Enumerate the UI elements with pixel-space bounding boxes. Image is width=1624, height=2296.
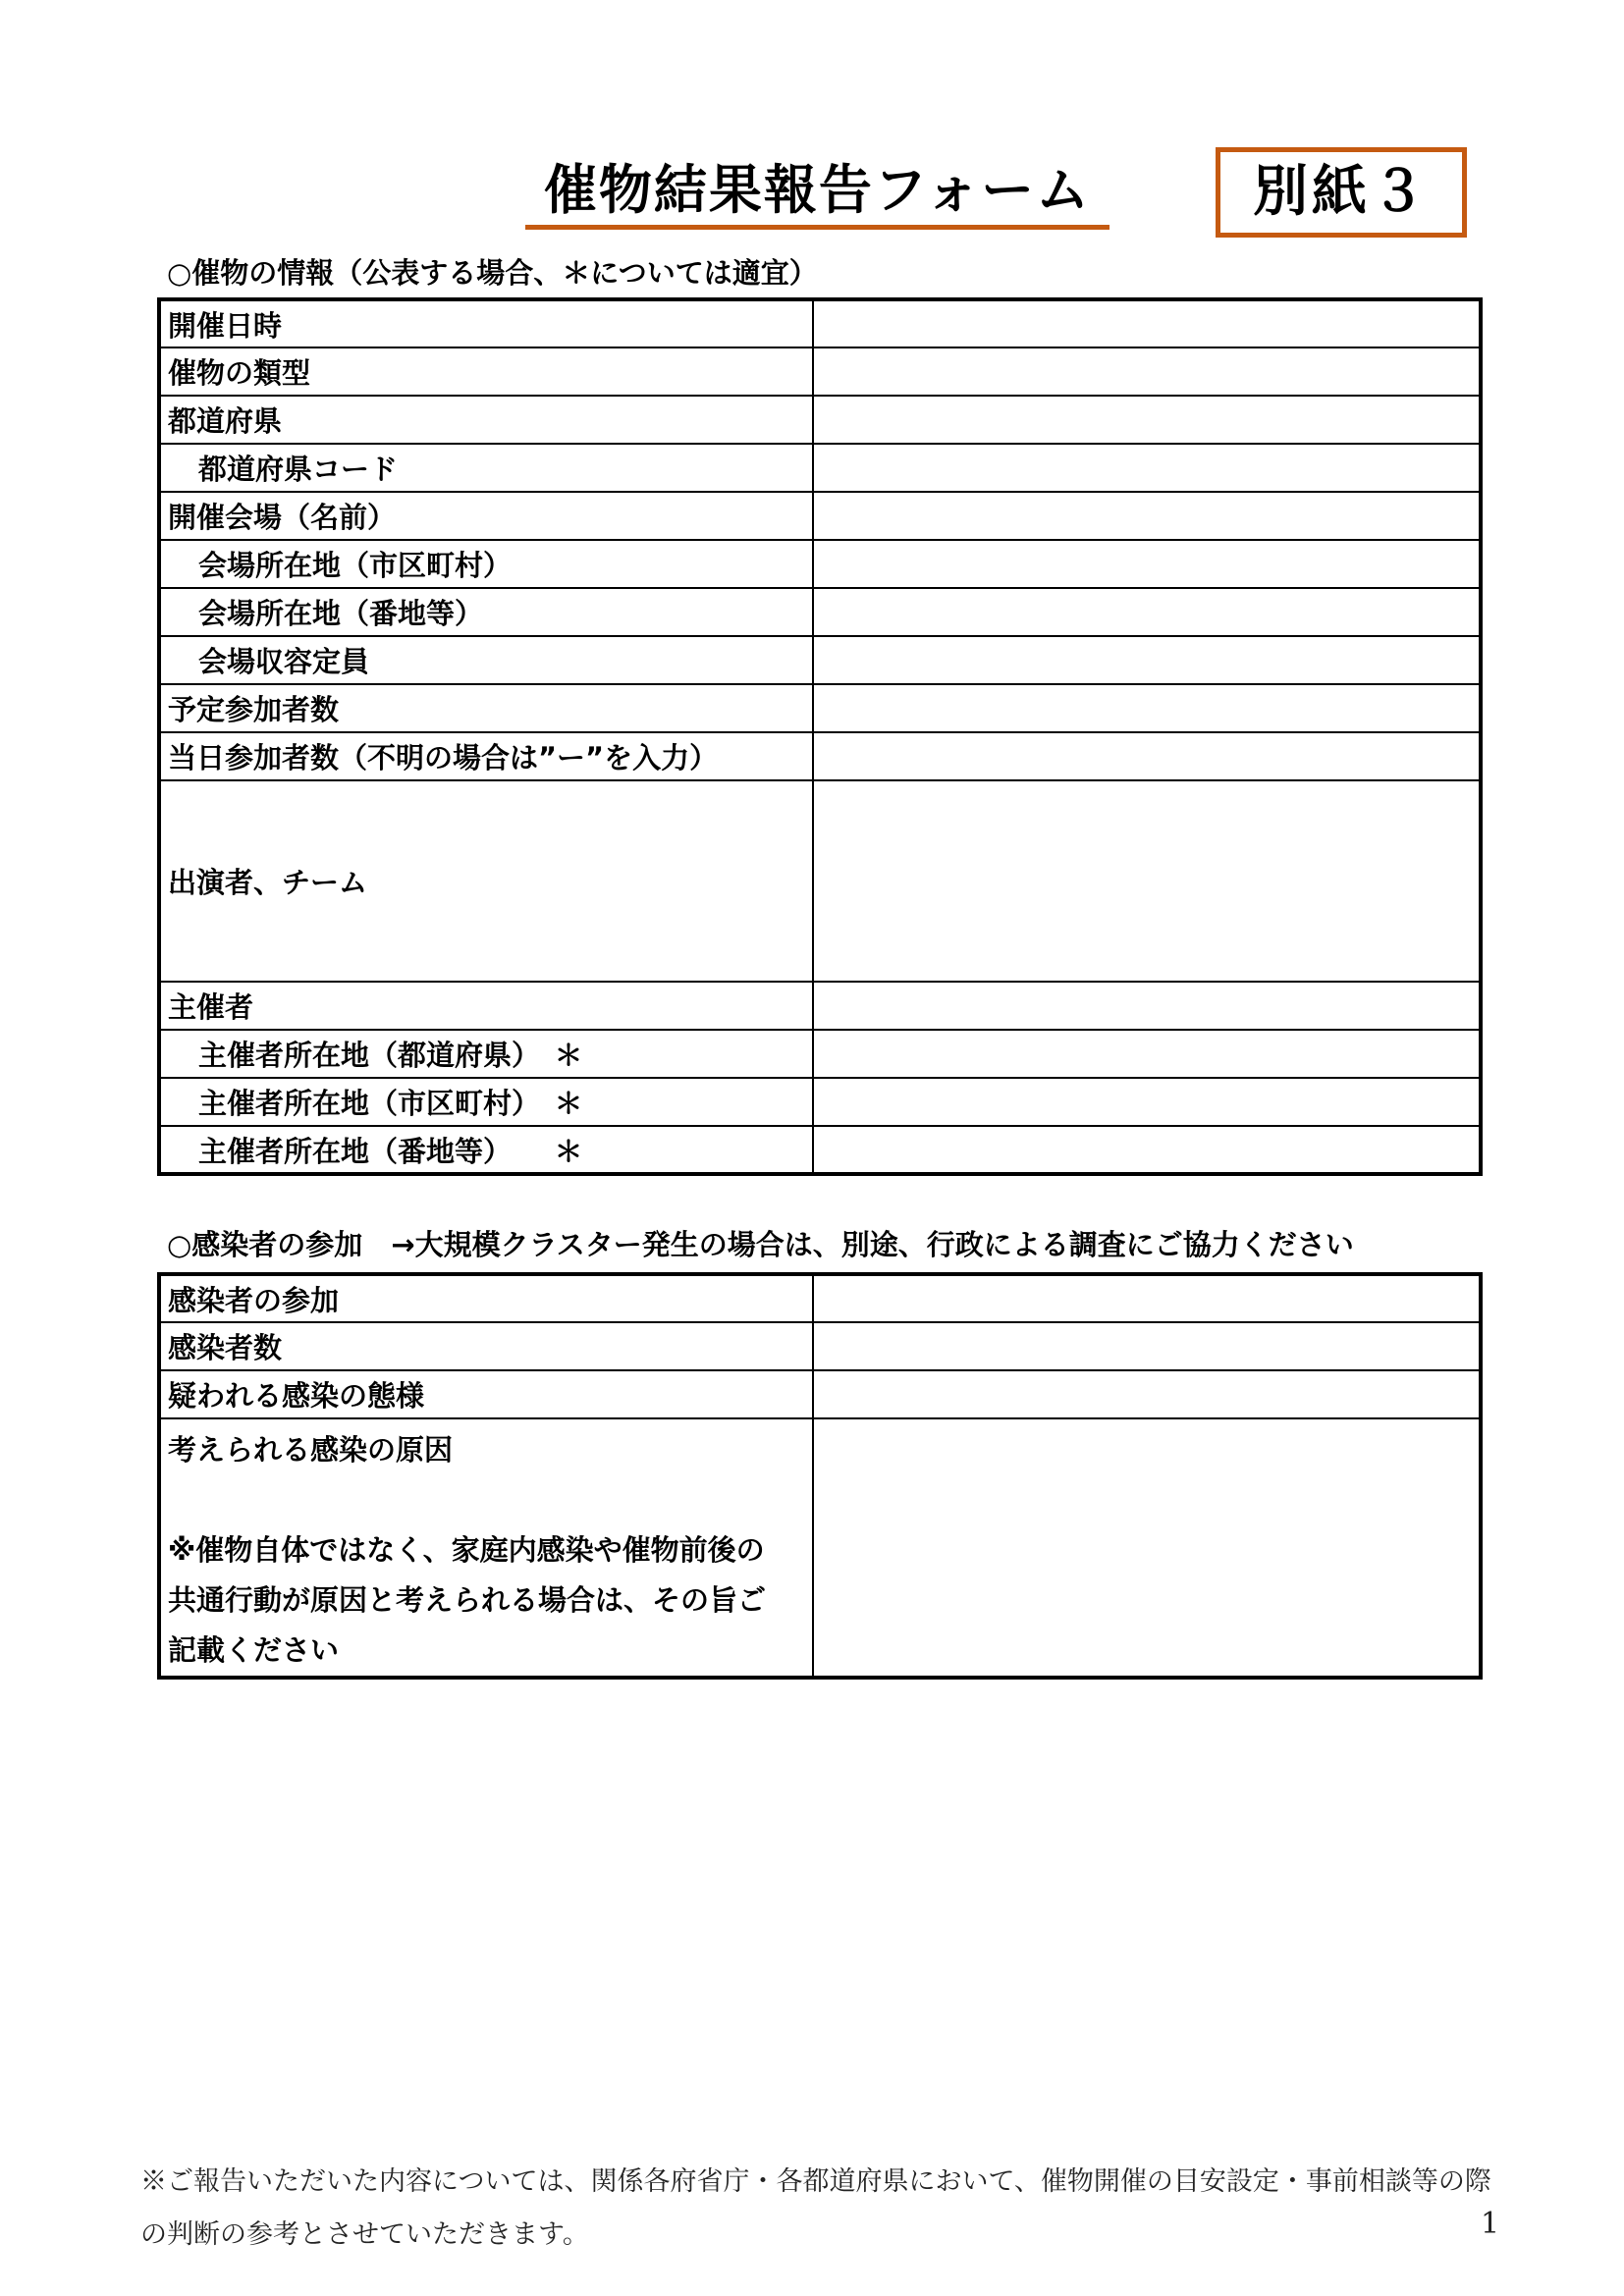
organizer-field[interactable] (813, 982, 1481, 1030)
row-label: 予定参加者数 (159, 684, 813, 732)
table-row (159, 347, 1481, 396)
row-label: 催物の類型 (159, 347, 813, 396)
performers-field[interactable] (813, 780, 1481, 982)
table-row (159, 684, 1481, 732)
row-label: 会場所在地（市区町村） (159, 540, 813, 588)
row-label: 主催者 (159, 982, 813, 1030)
footer-note: ※ご報告いただいた内容については、関係各府省庁・各都道府県において、催物開催の目安設定・事前相談等の際の判断の参考とさせていただきます。 (140, 2166, 1491, 2250)
row-label: 会場収容定員 (159, 636, 813, 684)
row-label: 疑われる感染の態様 (159, 1370, 813, 1418)
table-row (159, 982, 1481, 1030)
actual-attendees-field[interactable] (813, 732, 1481, 780)
table-row (159, 1370, 1481, 1418)
row-label: 都道府県コード (159, 444, 813, 492)
organizer-city-field[interactable] (813, 1078, 1481, 1126)
row-label: 出演者、チーム (159, 780, 813, 982)
table-row (159, 1126, 1481, 1174)
table-row (159, 396, 1481, 444)
venue-address-field[interactable] (813, 588, 1481, 636)
table-row (159, 636, 1481, 684)
venue-capacity-field[interactable] (813, 636, 1481, 684)
row-label: 主催者所在地（都道府県） ＊ (159, 1030, 813, 1078)
event-info-table (157, 297, 1483, 1176)
prefecture-field[interactable] (813, 396, 1481, 444)
row-label: 感染者の参加 (159, 1274, 813, 1322)
row-label: 感染者数 (159, 1322, 813, 1370)
title-underline (525, 225, 1110, 230)
venue-city-field[interactable] (813, 540, 1481, 588)
table-row (159, 1030, 1481, 1078)
row-label: 主催者所在地（市区町村） ＊ (159, 1078, 813, 1126)
table-row (159, 299, 1481, 347)
organizer-prefecture-field[interactable] (813, 1030, 1481, 1078)
venue-name-field[interactable] (813, 492, 1481, 540)
table-row (159, 1418, 1481, 1678)
table-row (159, 1078, 1481, 1126)
table-row (159, 732, 1481, 780)
row-label: 開催会場（名前） (159, 492, 813, 540)
row-label: 考えられる感染の原因 ※催物自体ではなく、家庭内感染や催物前後の 共通行動が原因と考えられる場合は、その旨ご 記載ください (159, 1418, 813, 1678)
event-date-field[interactable] (813, 299, 1481, 347)
attachment-label: 別紙３ (1216, 147, 1467, 238)
page-title: 催物結果報告フォーム (543, 159, 1092, 221)
infection-info-table (157, 1272, 1483, 1680)
planned-attendees-field[interactable] (813, 684, 1481, 732)
row-label: 会場所在地（番地等） (159, 588, 813, 636)
page-number: 1 (1481, 2207, 1500, 2241)
event-section-heading: ○催物の情報（公表する場合、＊については適宜） (167, 256, 818, 290)
row-label: 開催日時 (159, 299, 813, 347)
table-row (159, 1322, 1481, 1370)
table-row (159, 588, 1481, 636)
prefecture-code-field[interactable] (813, 444, 1481, 492)
event-type-field[interactable] (813, 347, 1481, 396)
organizer-address-field[interactable] (813, 1126, 1481, 1174)
table-row (159, 492, 1481, 540)
infected-count-field[interactable] (813, 1322, 1481, 1370)
row-label: 都道府県 (159, 396, 813, 444)
row-label: 当日参加者数（不明の場合は”ー”を入力） (159, 732, 813, 780)
table-row (159, 1274, 1481, 1322)
row-label: 主催者所在地（番地等） ＊ (159, 1126, 813, 1174)
table-row (159, 540, 1481, 588)
infection-cause-field[interactable] (813, 1418, 1481, 1678)
infected-participation-field[interactable] (813, 1274, 1481, 1322)
infection-section-heading: ○感染者の参加 →大規模クラスター発生の場合は、別途、行政による調査にご協力ください (167, 1228, 1354, 1261)
table-row (159, 780, 1481, 982)
infection-mode-field[interactable] (813, 1370, 1481, 1418)
table-row (159, 444, 1481, 492)
